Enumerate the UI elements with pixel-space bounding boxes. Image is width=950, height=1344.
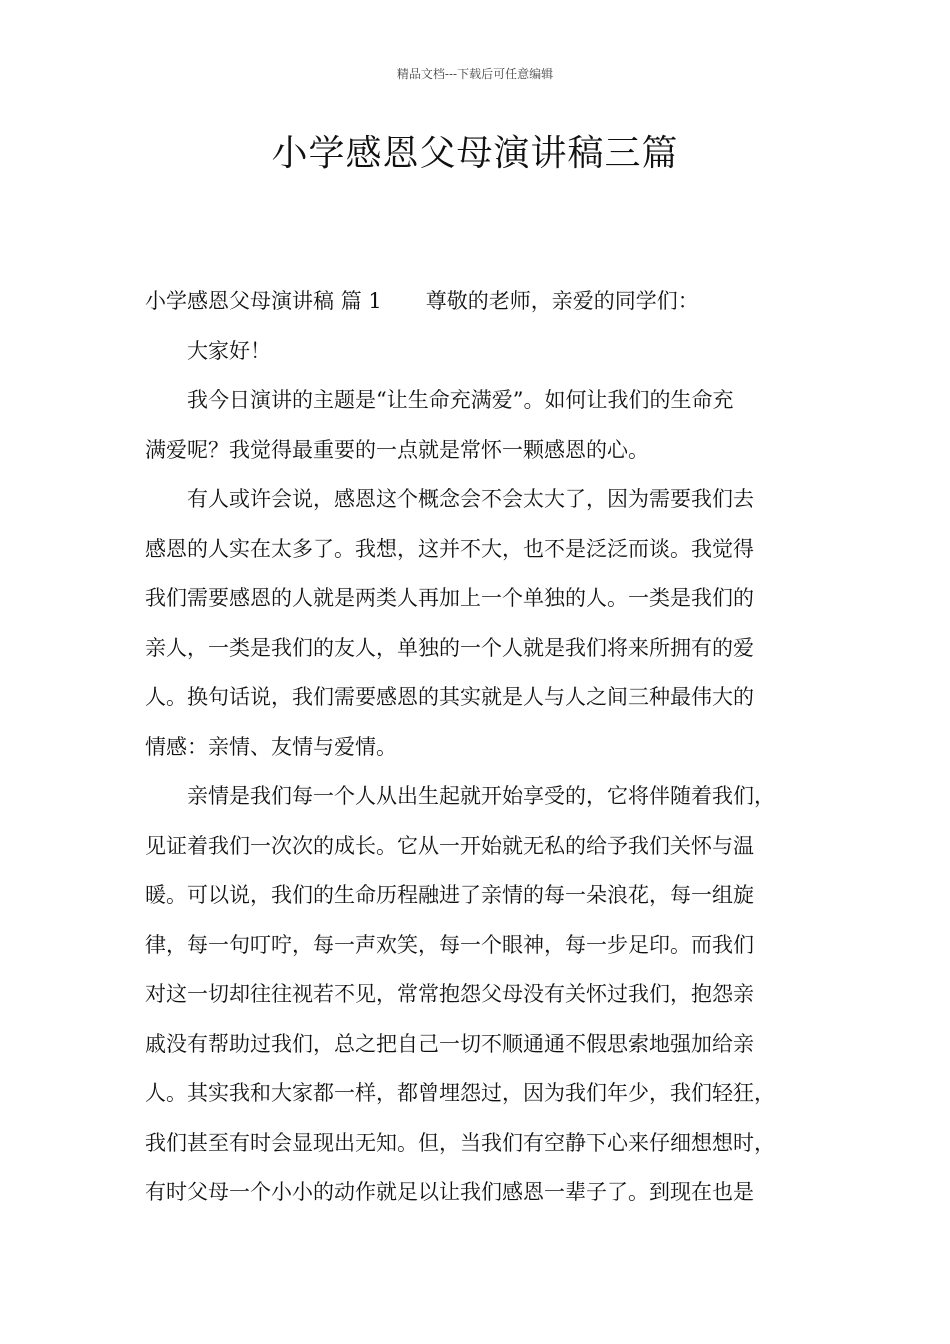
section-heading-line	[145, 277, 820, 327]
paragraph-line: 对这一切却往往视若不见，常常抱怨父母没有关怀过我们，抱怨亲	[145, 982, 754, 1006]
document-title: 小学感恩父母演讲稿三篇	[271, 133, 679, 174]
paragraph-line: 大家好！	[187, 338, 271, 363]
paragraph	[145, 475, 820, 772]
paragraph-line: 见证着我们一次次的成长。它从一开始就无私的给予我们关怀与温	[145, 833, 754, 858]
document-body	[145, 277, 820, 1218]
paragraph-line: 我们甚至有时会显现出无知。但，当我们有空静下心来仔细想想时，	[145, 1130, 775, 1155]
paragraph-line: 我们需要感恩的人就是两类人再加上一个单独的人。一类是我们的	[145, 586, 754, 610]
paragraph-line: 亲人，一类是我们的友人，单独的一个人就是我们将来所拥有的爱	[145, 635, 754, 660]
section-label: 小学感恩父母演讲稿	[145, 289, 334, 313]
paragraph-line: 有人或许会说，感恩这个概念会不会太大了，因为需要我们去	[187, 487, 754, 511]
paragraph-line: 满爱呢？我觉得最重要的一点就是常怀一颗感恩的心。	[145, 437, 649, 462]
salutation: 尊敬的老师，亲爱的同学们：	[425, 289, 699, 313]
paragraph-line: 戚没有帮助过我们，总之把自己一切不顺通通不假思索地强加给亲	[145, 1031, 754, 1056]
paragraph-line: 律，每一句叮咛，每一声欢笑，每一个眼神，每一步足印。而我们	[145, 932, 754, 957]
paragraph-line: 人。换句话说，我们需要感恩的其实就是人与人之间三种最伟大的	[145, 685, 754, 709]
paragraph-line: 情感：亲情、友情与爱情。	[145, 734, 397, 759]
paragraph-line: 有时父母一个小小的动作就足以让我们感恩一辈子了。到现在也是	[145, 1180, 754, 1204]
page-header-note: 精品文档---下载后可任意编辑	[396, 67, 554, 81]
paragraph-line: 人。其实我和大家都一样，都曾埋怨过，因为我们年少，我们轻狂，	[145, 1081, 775, 1105]
section-number: 篇 1	[340, 289, 382, 313]
paragraph	[145, 376, 820, 475]
paragraph-line: 暖。可以说，我们的生命历程融进了亲情的每一朵浪花，每一组旋	[145, 883, 754, 907]
paragraph	[145, 772, 820, 1218]
paragraph-line: 我今日演讲的主题是“让生命充满爱”。如何让我们的生命充	[187, 388, 734, 412]
paragraph-line: 感恩的人实在太多了。我想，这并不大，也不是泛泛而谈。我觉得	[145, 536, 754, 561]
paragraph	[145, 327, 820, 377]
paragraph-line: 亲情是我们每一个人从出生起就开始享受的，它将伴随着我们，	[187, 784, 775, 808]
